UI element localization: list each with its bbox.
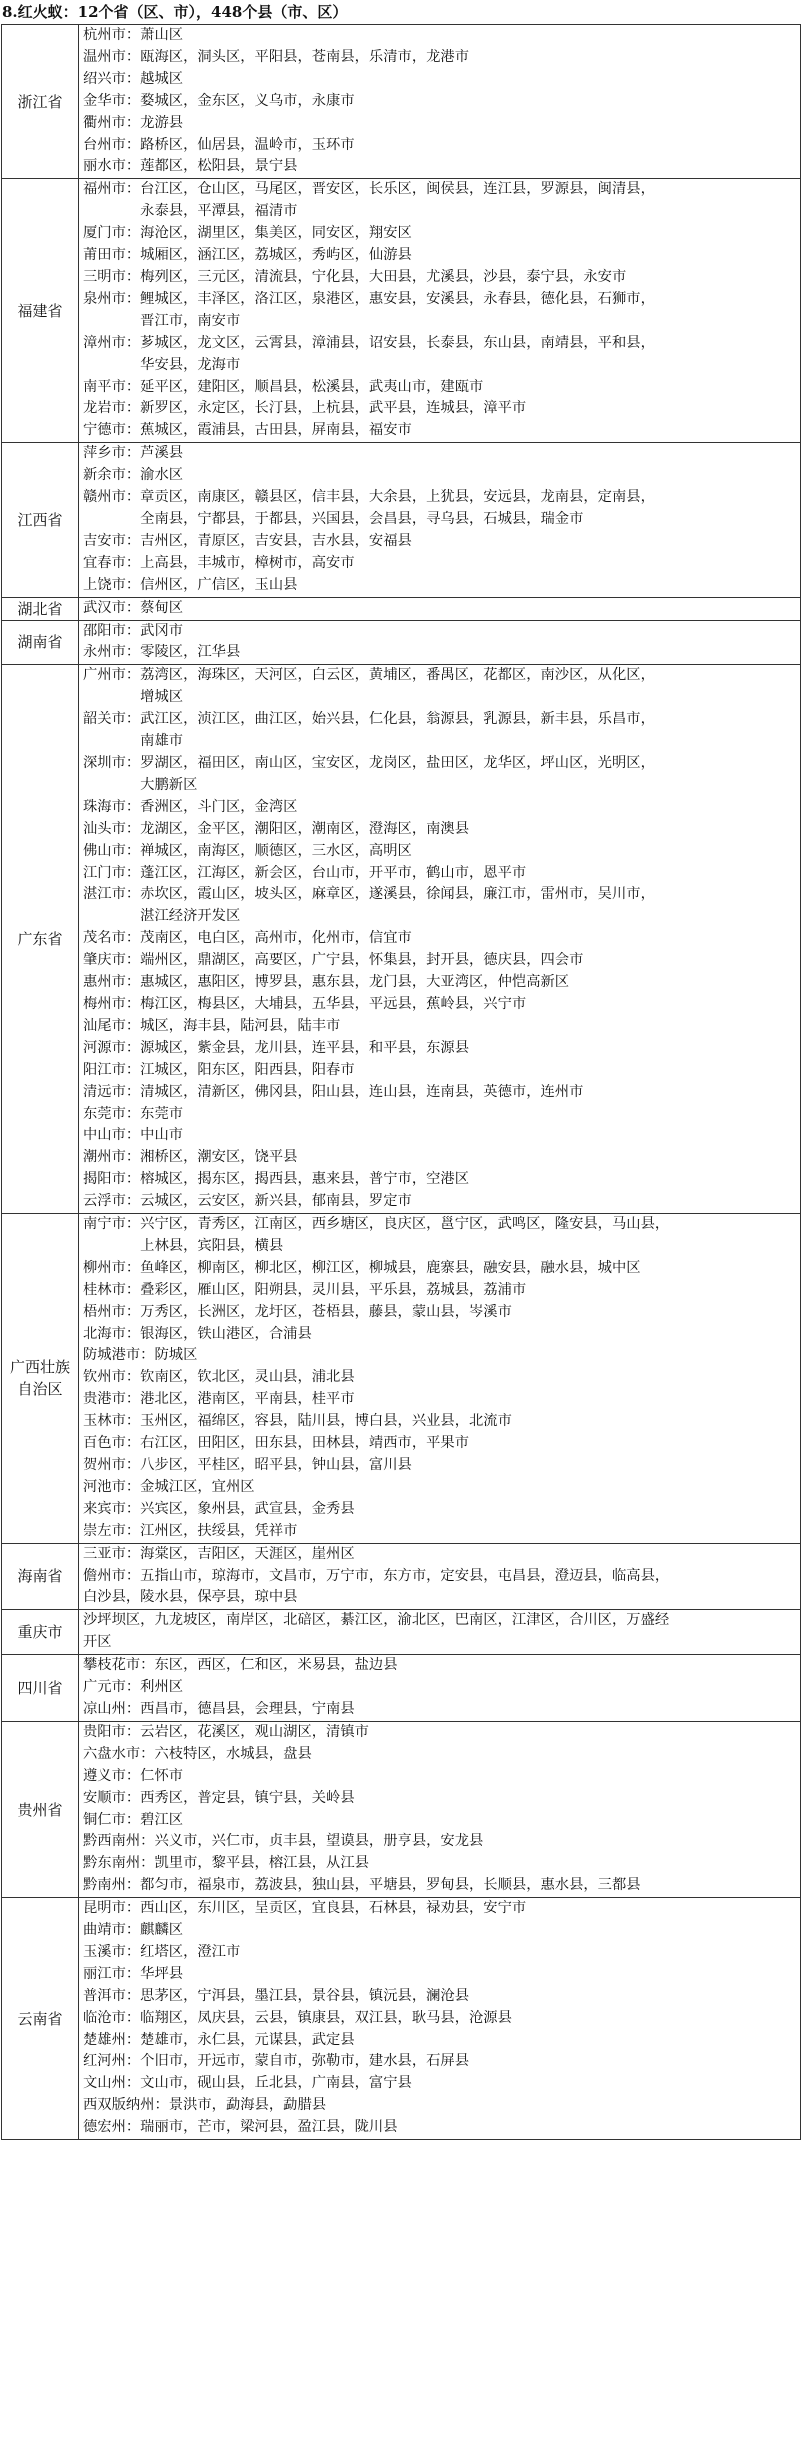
county-line: 开区 <box>83 1634 112 1651</box>
province-row <box>2 597 801 620</box>
province-name: 云南省 <box>2 1898 79 2140</box>
county-line: 赣州市：章贡区，南康区，赣县区，信丰县，大余县，上犹县，安远县，龙南县，定南县， <box>83 489 655 506</box>
county-line: 桂林市：叠彩区，雁山区，阳朔县，灵川县，平乐县，荔城县，荔浦市 <box>83 1281 527 1298</box>
county-line: 揭阳市：榕城区，揭东区，揭西县，惠来县，普宁市，空港区 <box>83 1171 470 1188</box>
county-line: 钦州市：钦南区，钦北区，灵山县，浦北县 <box>83 1369 355 1386</box>
province-name: 浙江省 <box>2 25 79 179</box>
county-line: 柳州市：鱼峰区，柳南区，柳北区，柳江区，柳城县，鹿寨县，融安县，融水县，城中区 <box>83 1259 641 1276</box>
county-list <box>79 1214 801 1544</box>
county-line: 湛江市：赤坎区，霞山区，坡头区，麻章区，遂溪县，徐闻县，廉江市，雷州市，吴川市， <box>83 886 655 903</box>
county-line: 汕头市：龙湖区，金平区，潮阳区，潮南区，澄海区，南澳县 <box>83 820 470 837</box>
county-line: 湛江经济开发区 <box>83 908 241 925</box>
county-line: 河池市：金城江区，宜州区 <box>83 1478 255 1495</box>
county-line: 肇庆市：端州区，鼎湖区，高要区，广宁县，怀集县，封开县，德庆县，四会市 <box>83 952 584 969</box>
county-line: 邵阳市：武冈市 <box>83 622 184 639</box>
county-line: 安顺市：西秀区，普定县，镇宁县，关岭县 <box>83 1789 355 1806</box>
county-line: 阳江市：江城区，阳东区，阳西县，阳春市 <box>83 1061 355 1078</box>
county-line: 汕尾市：城区，海丰县，陆河县，陆丰市 <box>83 1017 341 1034</box>
province-name: 湖北省 <box>2 597 79 620</box>
county-list <box>79 597 801 620</box>
county-line: 晋江市，南安市 <box>83 312 241 329</box>
county-line: 攀枝花市：东区，西区，仁和区，米易县，盐边县 <box>83 1657 398 1674</box>
county-line: 广州市：荔湾区，海珠区，天河区，白云区，黄埔区，番禺区，花都区，南沙区，从化区， <box>83 667 655 684</box>
province-row <box>2 1610 801 1655</box>
county-line: 华安县，龙海市 <box>83 356 241 373</box>
county-line: 东莞市：东莞市 <box>83 1105 184 1122</box>
county-line: 珠海市：香洲区，斗门区，金湾区 <box>83 798 298 815</box>
county-line: 永泰县，平潭县，福清市 <box>83 203 298 220</box>
province-name: 福建省 <box>2 179 79 443</box>
county-line: 防城港市：防城区 <box>83 1347 198 1364</box>
county-line: 增城区 <box>83 689 184 706</box>
province-name: 广东省 <box>2 665 79 1214</box>
county-list <box>79 1721 801 1897</box>
county-line: 来宾市：兴宾区，象州县，武宣县，金秀县 <box>83 1500 355 1517</box>
province-row <box>2 443 801 597</box>
county-line: 德宏州：瑞丽市，芒市，梁河县，盈江县，陇川县 <box>83 2119 398 2136</box>
county-line: 百色市：右江区，田阳区，田东县，田林县，靖西市，平果市 <box>83 1435 470 1452</box>
county-line: 白沙县，陵水县，保亭县，琼中县 <box>83 1589 298 1606</box>
county-list <box>79 665 801 1214</box>
province-row <box>2 25 801 179</box>
county-line: 全南县，宁都县，于都县，兴国县，会昌县，寻乌县，石城县，瑞金市 <box>83 510 584 527</box>
county-line: 南平市：延平区，建阳区，顺昌县，松溪县，武夷山市，建瓯市 <box>83 378 484 395</box>
county-line: 金华市：婺城区，金东区，义乌市，永康市 <box>83 92 355 109</box>
county-line: 绍兴市：越城区 <box>83 70 184 87</box>
county-line: 文山州：文山市，砚山县，丘北县，广南县，富宁县 <box>83 2075 412 2092</box>
county-line: 黔南州：都匀市，福泉市，荔波县，独山县，平塘县，罗甸县，长顺县，惠水县，三都县 <box>83 1877 641 1894</box>
county-list <box>79 620 801 665</box>
county-line: 温州市：瓯海区，洞头区，平阳县，苍南县，乐清市，龙港市 <box>83 48 470 65</box>
county-list <box>79 443 801 597</box>
province-row <box>2 665 801 1214</box>
county-line: 深圳市：罗湖区，福田区，南山区，宝安区，龙岗区，盐田区，龙华区，坪山区，光明区， <box>83 755 655 771</box>
county-line: 崇左市：江州区，扶绥县，凭祥市 <box>83 1522 298 1539</box>
county-line: 梅州市：梅江区，梅县区，大埔县，五华县，平远县，蕉岭县，兴宁市 <box>83 995 527 1012</box>
province-row <box>2 1721 801 1897</box>
county-line: 新余市：渝水区 <box>83 467 184 484</box>
county-line: 泉州市：鲤城区，丰泽区，洛江区，泉港区，惠安县，安溪县，永春县，德化县，石狮市， <box>83 290 655 307</box>
county-line: 杭州市：萧山区 <box>83 27 184 43</box>
province-row <box>2 1543 801 1610</box>
county-line: 沙坪坝区，九龙坡区，南岸区，北碚区，綦江区，渝北区，巴南区，江津区，合川区，万盛经 <box>83 1612 670 1629</box>
county-line: 广元市：利州区 <box>83 1679 184 1696</box>
county-line: 云浮市：云城区，云安区，新兴县，郁南县，罗定市 <box>83 1193 412 1210</box>
county-line: 台州市：路桥区，仙居县，温岭市，玉环市 <box>83 136 355 153</box>
province-name: 重庆市 <box>2 1610 79 1655</box>
province-table <box>1 24 801 2140</box>
county-line: 清远市：清城区，清新区，佛冈县，阳山县，连山县，连南县，英德市，连州市 <box>83 1083 584 1100</box>
county-line: 贺州市：八步区，平桂区，昭平县，钟山县，富川县 <box>83 1457 412 1473</box>
province-name: 海南省 <box>2 1543 79 1610</box>
county-line: 儋州市：五指山市，琼海市，文昌市，万宁市，东方市，定安县，屯昌县，澄迈县，临高县， <box>83 1567 670 1584</box>
province-table-body <box>2 25 801 2140</box>
county-line: 萍乡市：芦溪县 <box>83 445 184 462</box>
county-line: 江门市：蓬江区，江海区，新会区，台山市，开平市，鹤山市，恩平市 <box>83 864 527 881</box>
province-name: 湖南省 <box>2 620 79 665</box>
county-line: 黔西南州：兴义市，兴仁市，贞丰县，望谟县，册亨县，安龙县 <box>83 1833 484 1850</box>
province-row <box>2 179 801 443</box>
county-line: 南雄市 <box>83 733 184 750</box>
county-list <box>79 1610 801 1655</box>
province-row <box>2 1655 801 1722</box>
county-list <box>79 1655 801 1722</box>
county-line: 临沧市：临翔区，凤庆县，云县，镇康县，双江县，耿马县，沧源县 <box>83 2009 512 2026</box>
province-row <box>2 1898 801 2140</box>
province-name: 江西省 <box>2 443 79 597</box>
province-row <box>2 620 801 665</box>
county-line: 昆明市：西山区，东川区，呈贡区，宜良县，石林县，禄劝县，安宁市 <box>83 1900 527 1917</box>
document-title: 8.红火蚁：12个省（区、市），448个县（市、区） <box>2 3 348 21</box>
county-line: 大鹏新区 <box>83 776 198 793</box>
county-line: 六盘水市：六枝特区，水城县，盘县 <box>83 1745 312 1762</box>
county-line: 武汉市：蔡甸区 <box>83 599 184 616</box>
county-line: 贵阳市：云岩区，花溪区，观山湖区，清镇市 <box>83 1723 369 1740</box>
county-line: 吉安市：吉州区，青原区，吉安县，吉水县，安福县 <box>83 532 412 549</box>
county-line: 丽水市：莲都区，松阳县，景宁县 <box>83 158 298 175</box>
county-line: 铜仁市：碧江区 <box>83 1811 184 1828</box>
county-list <box>79 1898 801 2140</box>
county-list <box>79 25 801 179</box>
county-line: 红河州：个旧市，开远市，蒙自市，弥勒市，建水县，石屏县 <box>83 2053 470 2070</box>
county-line: 潮州市：湘桥区，潮安区，饶平县 <box>83 1149 298 1166</box>
county-line: 上饶市：信州区，广信区，玉山县 <box>83 576 298 593</box>
county-line: 惠州市：惠城区，惠阳区，博罗县，惠东县，龙门县，大亚湾区，仲恺高新区 <box>83 974 570 991</box>
county-line: 凉山州：西昌市，德昌县，会理县，宁南县 <box>83 1700 355 1717</box>
county-line: 莆田市：城厢区，涵江区，荔城区，秀屿区，仙游县 <box>83 247 412 264</box>
county-line: 黔东南州：凯里市，黎平县，榕江县，从江县 <box>83 1855 369 1872</box>
county-line: 宜春市：上高县，丰城市，樟树市，高安市 <box>83 554 355 571</box>
county-line: 龙岩市：新罗区，永定区，长汀县，上杭县，武平县，连城县，漳平市 <box>83 400 527 417</box>
county-line: 丽江市：华坪县 <box>83 1965 184 1982</box>
province-name: 贵州省 <box>2 1721 79 1897</box>
county-line: 衢州市：龙游县 <box>83 114 184 131</box>
county-line: 中山市：中山市 <box>83 1127 184 1144</box>
county-line: 曲靖市：麒麟区 <box>83 1922 184 1939</box>
county-line: 三亚市：海棠区，吉阳区，天涯区，崖州区 <box>83 1545 355 1562</box>
county-line: 楚雄州：楚雄市，永仁县，元谋县，武定县 <box>83 2031 355 2048</box>
county-line: 三明市：梅列区，三元区，清流县，宁化县，大田县，尤溪县，沙县，泰宁县，永安市 <box>83 268 627 285</box>
county-line: 普洱市：思茅区，宁洱县，墨江县，景谷县，镇沅县，澜沧县 <box>83 1987 470 2004</box>
province-name: 广西壮族自治区 <box>2 1214 79 1544</box>
county-line: 茂名市：茂南区，电白区，高州市，化州市，信宜市 <box>83 930 412 947</box>
county-line: 西双版纳州：景洪市，勐海县，勐腊县 <box>83 2097 327 2114</box>
county-line: 福州市：台江区，仓山区，马尾区，晋安区，长乐区，闽侯县，连江县，罗源县，闽清县， <box>83 181 655 198</box>
county-line: 韶关市：武江区，浈江区，曲江区，始兴县，仁化县，翁源县，乳源县，新丰县，乐昌市， <box>83 711 655 728</box>
county-line: 永州市：零陵区，江华县 <box>83 644 241 661</box>
county-line: 漳州市：芗城区，龙文区，云霄县，漳浦县，诏安县，长泰县，东山县，南靖县，平和县， <box>83 334 655 351</box>
county-line: 遵义市：仁怀市 <box>83 1767 184 1784</box>
county-line: 南宁市：兴宁区，青秀区，江南区，西乡塘区，良庆区，邕宁区，武鸣区，隆安县，马山县， <box>83 1216 670 1233</box>
county-line: 上林县，宾阳县，横县 <box>83 1237 284 1254</box>
county-line: 玉溪市：红塔区，澄江市 <box>83 1943 241 1960</box>
county-line: 玉林市：玉州区，福绵区，容县，陆川县，博白县，兴业县，北流市 <box>83 1413 512 1430</box>
county-line: 北海市：银海区，铁山港区，合浦县 <box>83 1325 312 1342</box>
county-list <box>79 179 801 443</box>
county-line: 河源市：源城区，紫金县，龙川县，连平县，和平县，东源县 <box>83 1039 470 1056</box>
county-line: 厦门市：海沧区，湖里区，集美区，同安区，翔安区 <box>83 225 412 242</box>
county-line: 梧州市：万秀区，长洲区，龙圩区，苍梧县，藤县，蒙山县，岑溪市 <box>83 1303 512 1320</box>
province-name: 四川省 <box>2 1655 79 1722</box>
county-line: 佛山市：禅城区，南海区，顺德区，三水区，高明区 <box>83 842 412 859</box>
province-row <box>2 1214 801 1544</box>
county-line: 宁德市：蕉城区，霞浦县，古田县，屏南县，福安市 <box>83 422 412 439</box>
county-list <box>79 1543 801 1610</box>
county-line: 贵港市：港北区，港南区，平南县，桂平市 <box>83 1391 355 1408</box>
